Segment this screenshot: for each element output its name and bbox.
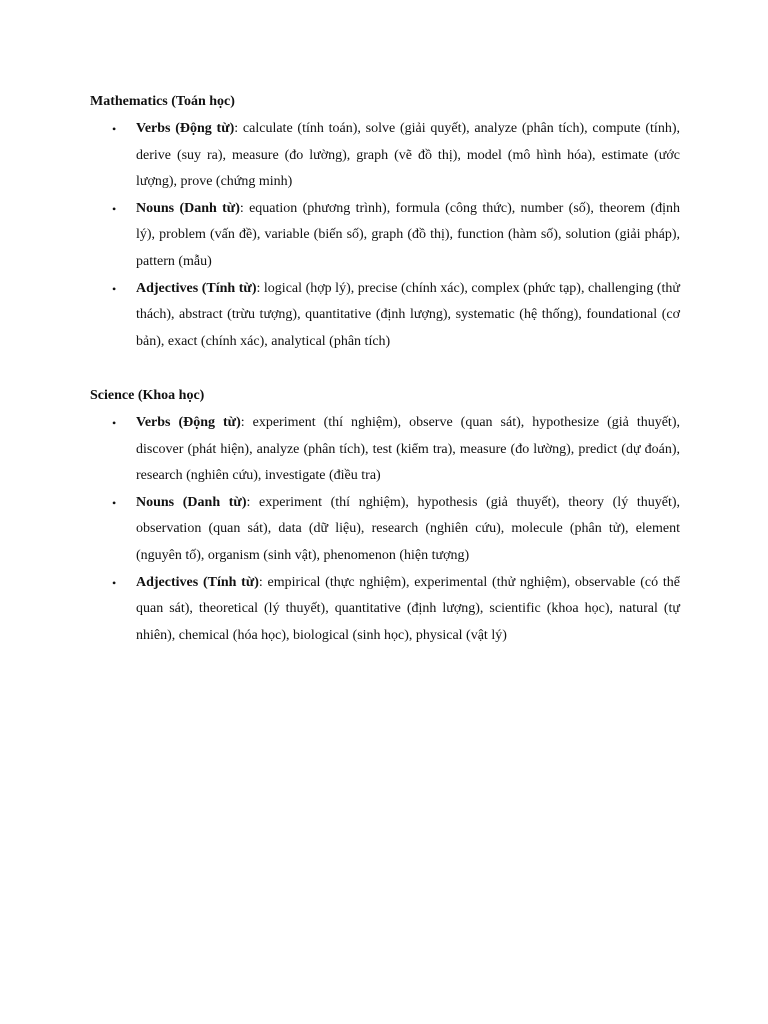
term-list-text: : experiment (thí nghiệm), observe (quan sát), hypothesize (giả thuyết), discover (phát hiện), analyze (phân tích), test (kiểm tra), measure (đo lường), predict (dự đoán), research (nghiên cứu), investigate (điều tra) xyxy=(136,415,680,484)
term-list-text: : equation (phương trình), formula (công thức), number (số), theorem (định lý), problem (vấn đề), variable (biến số), graph (đồ thị), function (hàm số), solution (giải pháp), pattern (mẫu) xyxy=(136,200,680,269)
science-term-list xyxy=(90,410,680,649)
list-item-math-verbs xyxy=(90,116,680,196)
section-title-mathematics: Mathematics (Toán học) xyxy=(90,94,235,109)
term-list-text: : calculate (tính toán), solve (giải quyết), analyze (phân tích), compute (tính), derive (suy ra), measure (đo lường), graph (vẽ đồ thị), model (mô hình hóa), estimate (ước lượng), prove (chứng minh) xyxy=(136,121,680,190)
bullet-icon: • xyxy=(112,495,117,510)
term-category-label: Verbs (Động từ) xyxy=(136,121,235,136)
list-item-sci-adjectives xyxy=(90,570,680,650)
term-category-label: Verbs (Động từ) xyxy=(136,415,241,430)
term-list-text: : logical (hợp lý), precise (chính xác), complex (phức tạp), challenging (thử thách), abstract (trừu tượng), quantitative (định lượng), systematic (hệ thống), foundational (cơ bản), exact (chính xác), analytical (phân tích) xyxy=(136,280,680,349)
section-title-science: Science (Khoa học) xyxy=(90,388,205,403)
list-item-sci-verbs xyxy=(90,410,680,490)
list-item-math-nouns xyxy=(90,196,680,276)
term-category-label: Nouns (Danh từ) xyxy=(136,200,240,216)
bullet-icon: • xyxy=(112,201,117,216)
bullet-icon: • xyxy=(112,575,117,590)
bullet-icon: • xyxy=(112,281,117,296)
section-science xyxy=(90,386,680,649)
section-mathematics xyxy=(90,92,680,355)
term-category-label: Adjectives (Tính từ) xyxy=(136,280,257,296)
term-category-label: Nouns (Danh từ) xyxy=(136,494,247,510)
bullet-icon: • xyxy=(112,416,117,430)
term-list-text: : experiment (thí nghiệm), hypothesis (giả thuyết), theory (lý thuyết), observation (quan sát), data (dữ liệu), research (nghiên cứu), molecule (phân tử), element (nguyên tố), organism (sinh vật), phenomenon (hiện tượng) xyxy=(136,494,680,563)
list-item-math-adjectives xyxy=(90,276,680,356)
list-item-sci-nouns xyxy=(90,490,680,570)
bullet-icon: • xyxy=(112,122,117,136)
term-list-text: : empirical (thực nghiệm), experimental (thử nghiệm), observable (có thể quan sát), theoretical (lý thuyết), quantitative (định lượng), scientific (khoa học), natural (tự nhiên), chemical (hóa học), biological (sinh học), physical (vật lý) xyxy=(136,574,680,643)
term-category-label: Adjectives (Tính từ) xyxy=(136,574,259,590)
mathematics-term-list xyxy=(90,116,680,355)
